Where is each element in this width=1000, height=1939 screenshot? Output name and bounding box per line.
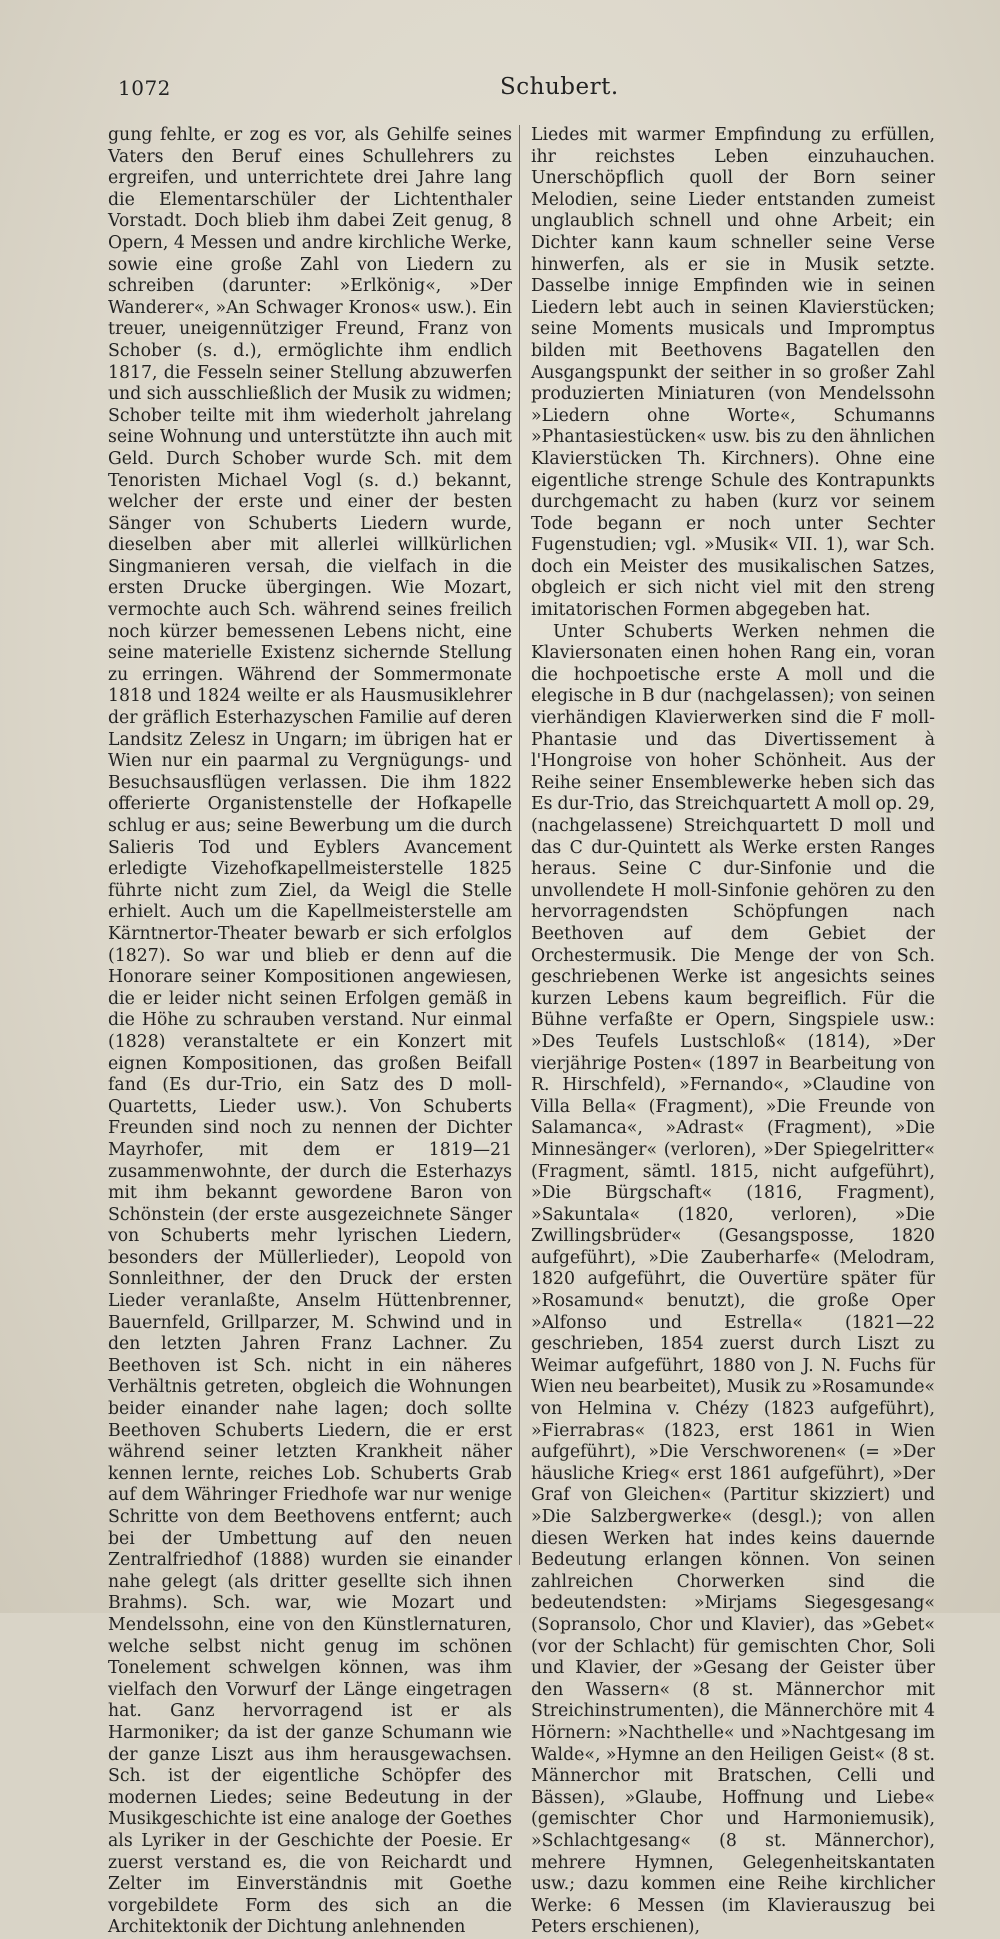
- running-head: Schubert.: [500, 74, 619, 100]
- paragraph: gung fehlte, er zog es vor, als Gehilfe seines Vaters den Beruf eines Schullehrers zu ergreifen, und unterrichtete drei Jahre lang die Elementarschüler der Lichtenthaler Vorstadt. Doch blieb ihm dabei Zeit genug, 8 Opern, 4 Messen und andre kirchliche Werke, sowie eine große Zahl von Liedern zu schreiben (darunter: »Erlkönig«, »Der Wanderer«, »An Schwager Kronos« usw.). Ein treuer, uneigennütziger Freund, Franz von Schober (s. d.), ermöglichte ihm endlich 1817, die Fesseln seiner Stellung abzuwerfen und sich ausschließlich der Musik zu widmen; Schober teilte mit ihm wiederholt jahrelang seine Wohnung und unterstützte ihn auch mit Geld. Durch Schober wurde Sch. mit dem Tenoristen Michael Vogl (s. d.) bekannt, welcher der erste und einer der besten Sänger von Schuberts Liedern wurde, dieselben aber mit allerlei willkürlichen Singmanieren versah, die vielfach in die ersten Drucke übergingen. Wie Mozart, vermochte auch Sch. während seines freilich noch kürzer bemessenen Lebens nicht, eine seine materielle Existenz sichernde Stellung zu erringen. Während der Sommermonate 1818 und 1824 weilte er als Hausmusiklehrer der gräflich Esterhazyschen Familie auf deren Landsitz Zelesz in Ungarn; im übrigen hat er Wien nur ein paarmal zu Vergnügungs- und Besuchsausflügen verlassen. Die ihm 1822 offerierte Organistenstelle der Hofkapelle schlug er aus; seine Bewerbung um die durch Salieris Tod und Eyblers Avancement erledigte Vizehofkapellmeisterstelle 1825 führte nicht zum Ziel, da Weigl die Stelle erhielt. Auch um die Kapellmeisterstelle am Kärntnertor-Theater bewarb er sich erfolglos (1827). So war und blieb er denn auf die Honorare seiner Kompositionen angewiesen, die er leider nicht seinen Erfolgen gemäß in die Höhe zu schrauben verstand. Nur einmal (1828) veranstaltete er ein Konzert mit eignen Kompositionen, das großen Beifall fand (Es dur-Trio, ein Satz des D moll-Quartetts, Lieder usw.). Von Schuberts Freunden sind noch zu nennen der Dichter Mayrhofer, mit dem er 1819—21 zusammenwohnte, der durch die Esterhazys mit ihm bekannt gewordene Baron von Schönstein (der erste ausgezeichnete Sänger von Schuberts mehr lyrischen Liedern, besonders der Müllerlieder), Leopold von Sonnleithner, der den Druck der ersten Lieder veranlaßte, Anselm Hüttenbrenner, Bauernfeld, Grillparzer, M. Schwind und in den letzten Jahren Franz Lachner. Zu Beethoven ist Sch. nicht in ein näheres Verhältnis getreten, obgleich die Wohnungen beider einander nahe lagen; doch sollte Beethoven Schuberts Liedern, die er erst während seiner letzten Krankheit näher kennen lernte, reiches Lob. Schuberts Grab auf dem Währinger Friedhofe war nur wenige Schritte von dem Beethovens entfernt; auch bei der Umbettung auf den neuen Zentralfriedhof (1888) wurden sie einander nahe gelegt (als dritter gesellte sich ihnen Brahms). Sch. war, wie Mozart und Mendelssohn, eine von den Künstlernaturen, welche selbst nicht genug im schönen Tonelement schwelgen können, was ihm vielfach den Vorwurf der Länge eingetragen hat. Ganz hervorragend ist er als Harmoniker; da ist der ganze Schumann wie der ganze Liszt aus ihm herausgewachsen. Sch. ist der eigentliche Schöpfer des modernen Liedes; seine Bedeutung in der Musikgeschichte ist eine analoge der Goethes als Lyriker in der Geschichte der Poesie. Er zuerst verstand es, die von Reichardt und Zelter im Einverständnis mit Goethe vorgebildete Form des sich an die Architektonik der Dichtung anlehnenden: [108, 125, 512, 1938]
- page-header: [112, 76, 952, 106]
- column-divider: [519, 125, 520, 1565]
- page-number: 1072: [118, 76, 171, 100]
- text-column-left: [108, 125, 512, 1938]
- paragraph: Liedes mit warmer Empfindung zu erfüllen, ihr reichstes Leben einzuhauchen. Unerschöpflich quoll der Born seiner Melodien, seine Lieder entstanden zumeist unglaublich schnell und ohne Arbeit; ein Dichter kann kaum schneller seine Verse hinwerfen, als er sie in Musik setzte. Dasselbe innige Empfinden wie in seinen Liedern lebt auch in seinen Klavierstücken; seine Moments musicals und Impromptus bilden mit Beethovens Bagatellen den Ausgangspunkt der seither in so großer Zahl produzierten Miniaturen (von Mendelssohn »Liedern ohne Worte«, Schumanns »Phantasiestücken« usw. bis zu den ähnlichen Klavierstücken Th. Kirchners). Ohne eine eigentliche strenge Schule des Kontrapunkts durchgemacht zu haben (kurz vor seinem Tode begann er noch unter Sechter Fugenstudien; vgl. »Musik« VII. 1), war Sch. doch ein Meister des musikalischen Satzes, obgleich er sich nicht viel mit den streng imitatorischen Formen abgegeben hat.: [531, 125, 935, 621]
- text-column-right: [531, 125, 935, 1938]
- paragraph: Unter Schuberts Werken nehmen die Klaviersonaten einen hohen Rang ein, voran die hochpoetische erste A moll und die elegische in B dur (nachgelassen); von seinen vierhändigen Klavierwerken sind die F moll-Phantasie und das Divertissement à l'Hongroise von hoher Schönheit. Aus der Reihe seiner Ensemblewerke heben sich das Es dur-Trio, das Streichquartett A moll op. 29, (nachgelassene) Streichquartett D moll und das C dur-Quintett als Werke ersten Ranges heraus. Seine C dur-Sinfonie und die unvollendete H moll-Sinfonie gehören zu den hervorragendsten Schöpfungen nach Beethoven auf dem Gebiet der Orchestermusik. Die Menge der von Sch. geschriebenen Werke ist angesichts seines kurzen Lebens kaum begreiflich. Für die Bühne verfaßte er Opern, Singspiele usw.: »Des Teufels Lustschloß« (1814), »Der vierjährige Posten« (1897 in Bearbeitung von R. Hirschfeld), »Fernando«, »Claudine von Villa Bella« (Fragment), »Die Freunde von Salamanca«, »Adrast« (Fragment), »Die Minnesänger« (verloren), »Der Spiegelritter« (Fragment, sämtl. 1815, nicht aufgeführt), »Die Bürgschaft« (1816, Fragment), »Sakuntala« (1820, verloren), »Die Zwillingsbrüder« (Gesangsposse, 1820 aufgeführt), »Die Zauberharfe« (Melodram, 1820 aufgeführt, die Ouvertüre später für »Rosamund« benutzt), die große Oper »Alfonso und Estrella« (1821—22 geschrieben, 1854 zuerst durch Liszt zu Weimar aufgeführt, 1880 von J. N. Fuchs für Wien neu bearbeitet), Musik zu »Rosamunde« von Helmina v. Chézy (1823 aufgeführt), »Fierrabras« (1823, erst 1861 in Wien aufgeführt), »Die Verschworenen« (= »Der häusliche Krieg« erst 1861 aufgeführt), »Der Graf von Gleichen« (Partitur skizziert) und »Die Salzbergwerke« (desgl.); von allen diesen Werken hat indes keins dauernde Bedeutung erlangen können. Von seinen zahlreichen Chorwerken sind die bedeutendsten: »Mirjams Siegesgesang« (Sopransolo, Chor und Klavier), das »Gebet« (vor der Schlacht) für gemischten Chor, Soli und Klavier, der »Gesang der Geister über den Wassern« (8 st. Männerchor mit Streichinstrumenten), die Männerchöre mit 4 Hörnern: »Nachthelle« und »Nachtgesang im Walde«, »Hymne an den Heiligen Geist« (8 st. Männerchor mit Bratschen, Celli und Bässen), »Glaube, Hoffnung und Liebe« (gemischter Chor und Harmoniemusik), »Schlachtgesang« (8 st. Männerchor), mehrere Hymnen, Gelegenheitskantaten usw.; dazu kommen eine Reihe kirchlicher Werke: 6 Messen (im Klavierauszug bei Peters erschienen),: [531, 621, 935, 1938]
